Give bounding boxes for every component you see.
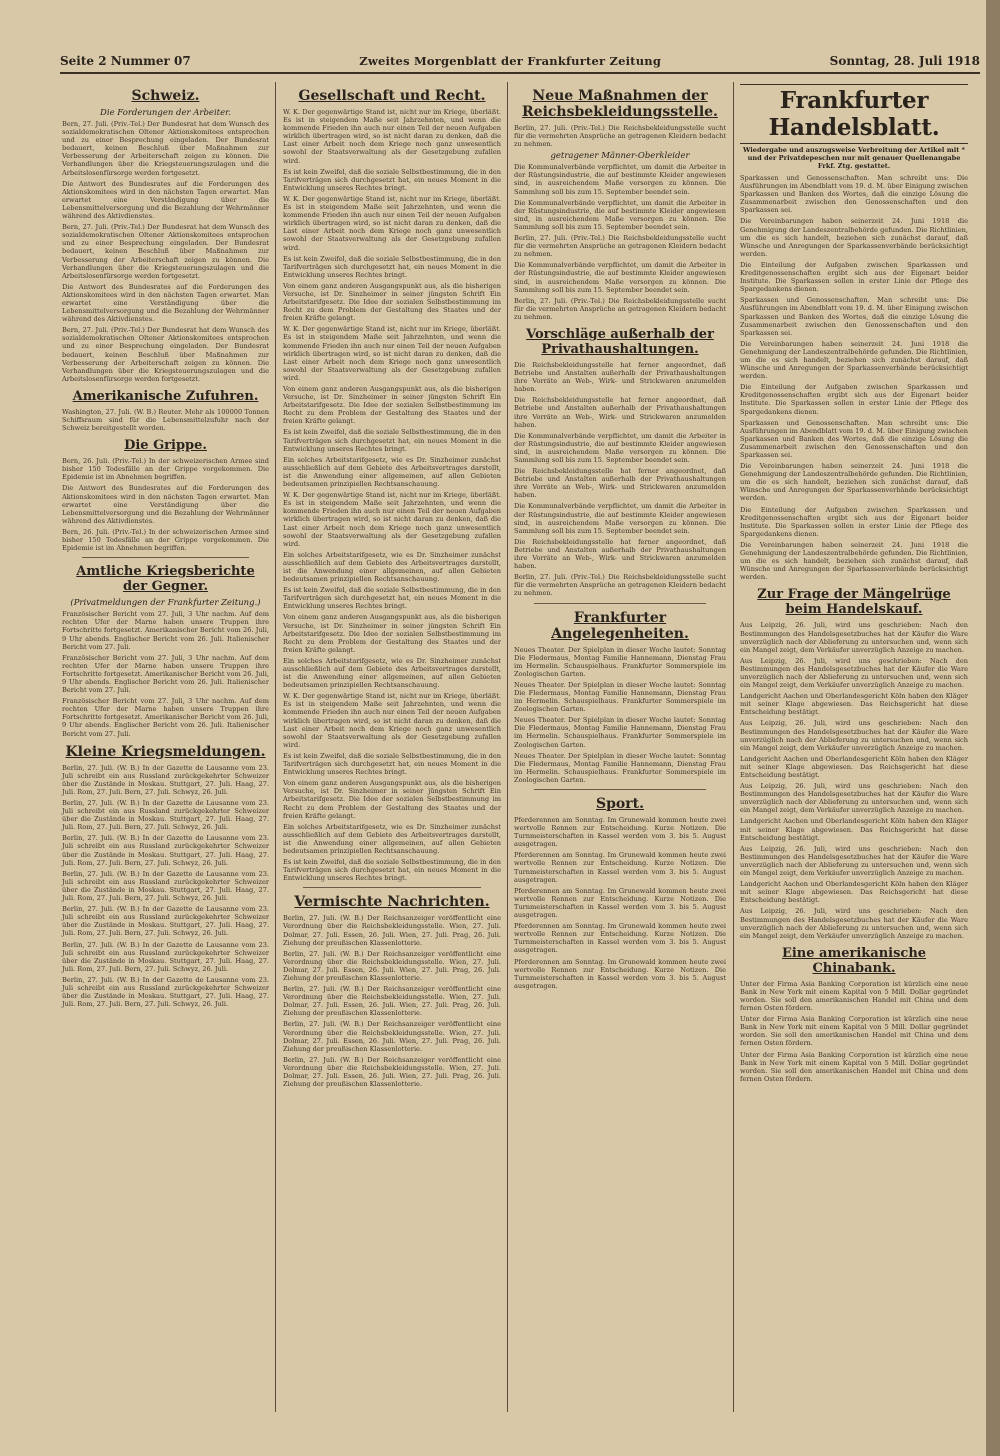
article-text: Die Einteilung der Aufgaben zwischen Sparkassen und Kreditgenossenschaften ergibt sich aus der Eigenart beider Institute. Die Sparkassen sollen in erster Linie der Pflege des Spargedankens dienen. [740,383,968,416]
article-text: Die Kommunalverbände verpflichtet, um damit die Arbeiter in der Rüstungsindustrie, die auf bestimmte Kleider angewiesen sind, in ausreichendem Maße versorgen zu können. Die Sammlung soll bis zum 15. September beendet sein. [514,198,726,231]
section-heading: Schweiz. [131,88,200,104]
article-text: Es ist kein Zweifel, daß die soziale Selbstbestimmung, die in den Tarifverträgen sich durchgesetzt hat, ein neues Moment in die Entwicklung unseres Rechtes bringt. [283,586,501,611]
divider [82,557,249,558]
article-text: Es ist kein Zweifel, daß die soziale Selbstbestimmung, die in den Tarifverträgen sich durchgesetzt hat, ein neues Moment in die Entwicklung unseres Rechtes bringt. [283,858,501,883]
article-text: Die Reichsbekleidungsstelle hat ferner angeordnet, daß Betriebe und Anstalten außerhalb der Privathaushaltungen ihre Vorräte an Web-, Wirk- und Strickwaren anzumelden haben. [514,360,726,394]
article-text: Es ist kein Zweifel, daß die soziale Selbstbestimmung, die in den Tarifverträgen sich durchgesetzt hat, ein neues Moment in die Entwicklung unseres Rechtes bringt. [283,167,501,192]
article-text: Berlin, 27. Juli. (W. B.) In der Gazette de Lausanne vom 23. Juli schreibt ein aus Russland zurückgekehrter Schweizer über die Zustände in Moskau. Stuttgart, 27. Juli. Haag, 27. Juli. Rom, 27. Juli. Bern, 27. Juli. Schwyz, 26. Juli. [62,869,269,903]
article-text: Es ist kein Zweifel, daß die soziale Selbstbestimmung, die in den Tarifverträgen sich durchgesetzt hat, ein neues Moment in die Entwicklung unseres Rechtes bringt. [283,254,501,279]
column-1 [58,82,273,1412]
article-text: Ein solches Arbeitstarifgesetz, wie es Dr. Sinzheimer zunächst ausschließlich auf dem Gebiete des Arbeitsvertrages darstellt, ist die Anwendung einer allgemeinen, auf allen Gebieten bedeutsamen prinzipiellen Rechtsanschauung. [283,822,501,855]
article-text: W. K. Der gegenwärtige Stand ist, nicht nur im Kriege, überläßt. Es ist in steigendem Maße seit Jahrzehnten, und wenn die kommende Frieden ihn auch nur einen Teil der neuen Aufgaben wirklich übertragen wird, so ist nicht daran zu denken, daß die Last einer Arbeit noch dem Kriege noch ganz unwesentlich sowohl der Staatsverwaltung als der Gesetzgebung zufallen wird. [283,325,501,382]
divider [534,789,706,790]
column-rule [733,82,734,1412]
article-text: Die Antwort des Bundesrates auf die Forderungen des Aktionskomitees wird in den nächsten Tagen erwartet. Man erwartet eine Verständigung über die Lebensmittelversorgung und die Bezahlung der Wehrmänner während des Aktivdienstes. [62,179,269,221]
article-text: W. K. Der gegenwärtige Stand ist, nicht nur im Kriege, überläßt. Es ist in steigendem Maße seit Jahrzehnten, und wenn die kommende Frieden ihn auch nur einen Teil der neuen Aufgaben wirklich übertragen wird, so ist nicht daran zu denken, daß die Last einer Arbeit noch dem Kriege noch ganz unwesentlich sowohl der Staatsverwaltung als der Gesetzgebung zufallen wird. [283,692,501,749]
article-text: Die Einteilung der Aufgaben zwischen Sparkassen und Kreditgenossenschaften ergibt sich aus der Eigenart beider Institute. Die Sparkassen sollen in erster Linie der Pflege des Spargedankens dienen. [740,260,968,294]
article-text: Von einem ganz anderen Ausgangspunkt aus, als die bisherigen Versuche, ist Dr. Sinzheimer in seiner jüngsten Schrift Ein Arbeitstarifgesetz. Die Idee der sozialen Selbstbestimmung im Recht zu dem Problem der Gestaltung des Staates und der freien Kräfte gelangt. [283,385,501,426]
article-text: Unter der Firma Asia Banking Corporation ist kürzlich eine neue Bank in New York mit einem Kapital von 5 Mill. Dollar gegründet worden. Sie soll den amerikanischen Handel mit China und dem fernen Osten fördern. [740,1015,968,1048]
article-text: W. K. Der gegenwärtige Stand ist, nicht nur im Kriege, überläßt. Es ist in steigendem Maße seit Jahrzehnten, und wenn die kommende Frieden ihn auch nur einen Teil der neuen Aufgaben wirklich übertragen wird, so ist nicht daran zu denken, daß die Last einer Arbeit noch dem Kriege noch ganz unwesentlich sowohl der Staatsverwaltung als der Gesetzgebung zufallen wird. [283,194,501,252]
column-4 [736,82,972,1412]
article-text: Sparkassen und Genossenschaften. Man schreibt uns: Die Ausführungen im Abendblatt vom 19. d. M. über Einigung zwischen Sparkassen und Banken des Wortes, daß die einzige Lösung die Zusammenarbeit zwischen den Genossenschaften und den Sparkassen sei. [740,174,968,215]
article-text: Berlin, 27. Juli. (W. B.) Der Reichsanzeiger veröffentlicht eine Verordnung über die Reichsbekleidungsstelle. Wien, 27. Juli. Dolmar, 27. Juli. Essen, 26. Juli. Wien, 27. Juli. Prag, 26. Juli. Ziehung der preußischen Klassenlotterie. [283,1020,501,1053]
article-text: Berlin, 27. Juli. (W. B.) Der Reichsanzeiger veröffentlicht eine Verordnung über die Reichsbekleidungsstelle. Wien, 27. Juli. Dolmar, 27. Juli. Essen, 26. Juli. Wien, 27. Juli. Prag, 26. Juli. Ziehung der preußischen Klassenlotterie. [283,949,501,982]
article-text: Landgericht Aachen und Oberlandesgericht Köln haben den Kläger mit seiner Klage abgewiesen. Das Reichsgericht hat diese Entscheidung bestätigt. [740,817,968,842]
article-text: Von einem ganz anderen Ausgangspunkt aus, als die bisherigen Versuche, ist Dr. Sinzheimer in seiner jüngsten Schrift Ein Arbeitstarifgesetz. Die Idee der sozialen Selbstbestimmung im Recht zu dem Problem der Gestaltung des Staates und der freien Kräfte gelangt. [283,613,501,654]
article-text: Pferderennen am Sonntag. Im Grunewald kommen heute zwei wertvolle Rennen zur Entscheidung. Kurze Notizen. Die Turnmeisterschaften in Kassel werden vom 3. bis 5. August ausgetragen. [514,957,726,990]
section-subheading: getragener Männer-Oberkleider [550,151,690,162]
article-text: Die Vereinbarungen haben seinerzeit 24. Juni 1918 die Genehmigung der Landeszentralbehörde gefunden. Die Richtlinien, um die es sich handelt, beziehen sich zunächst darauf, daß Wünsche und Anregungen der Sparkassenverbände berücksichtigt werden. [740,540,968,582]
section-heading: Neue Maßnahmen der Reichsbekleidungsstelle. [522,88,718,120]
section-heading: Frankfurter Angelegenheiten. [551,609,689,642]
article-text: Die Vereinbarungen haben seinerzeit 24. Juni 1918 die Genehmigung der Landeszentralbehörde gefunden. Die Richtlinien, um die es sich handelt, beziehen sich zunächst darauf, daß Wünsche und Anregungen der Sparkassenverbände berücksichtigt werden. [740,462,968,503]
article-text: Aus Leipzig, 26. Juli, wird uns geschrieben: Nach den Bestimmungen des Handelsgesetzbuches hat der Käufer die Ware unverzüglich nach der Ablieferung zu untersuchen und, wenn sich ein Mangel zeigt, dem Verkäufer unverzüglich Anzeige zu machen. [740,621,968,654]
divider [303,887,481,888]
article-text: Neues Theater. Der Spielplan in dieser Woche lautet: Sonntag Die Fledermaus, Montag Familie Hannemann, Dienstag Frau im Hermelin. Schauspielhaus. Frankfurter Sommerspiele im Zoologischen Garten. [514,751,726,784]
article-text: Berlin, 27. Juli. (Priv.-Tel.) Die Reichsbekleidungsstelle sucht für die vermehrten Ansprüche an getragenen Kleidern bedacht zu nehmen. [514,234,726,259]
divider [740,143,968,144]
article-text: Die Kommunalverbände verpflichtet, um damit die Arbeiter in der Rüstungsindustrie, die auf bestimmte Kleider angewiesen sind, in ausreichendem Maße versorgen zu können. Die Sammlung soll bis zum 15. September beendet sein. [514,431,726,464]
article-text: Die Reichsbekleidungsstelle hat ferner angeordnet, daß Betriebe und Anstalten außerhalb der Privathaushaltungen ihre Vorräte an Web-, Wirk- und Strickwaren anzumelden haben. [514,396,726,429]
article-text: Die Einteilung der Aufgaben zwischen Sparkassen und Kreditgenossenschaften ergibt sich aus der Eigenart beider Institute. Die Sparkassen sollen in erster Linie der Pflege des Spargedankens dienen. [740,505,968,538]
article-text: Sparkassen und Genossenschaften. Man schreibt uns: Die Ausführungen im Abendblatt vom 19. d. M. über Einigung zwischen Sparkassen und Banken des Wortes, daß die einzige Lösung die Zusammenarbeit zwischen den Genossenschaften und den Sparkassen sei. [740,418,968,459]
article-text: Berlin, 27. Juli. (W. B.) In der Gazette de Lausanne vom 23. Juli schreibt ein aus Russland zurückgekehrter Schweizer über die Zustände in Moskau. Stuttgart, 27. Juli. Haag, 27. Juli. Rom, 27. Juli. Bern, 27. Juli. Schwyz, 26. Juli. [62,763,269,796]
article-text: Die Antwort des Bundesrates auf die Forderungen des Aktionskomitees wird in den nächsten Tagen erwartet. Man erwartet eine Verständigung über die Lebensmittelversorgung und die Bezahlung der Wehrmänner während des Aktivdienstes. [62,484,269,525]
page-edge [986,0,1000,1456]
article-text: Französischer Bericht vom 27. Juli, 3 Uhr nachm. Auf dem rechten Ufer der Marne haben unsere Truppen ihre Fortschritte fortgesetzt. Amerikanischer Bericht vom 26. Juli, 9 Uhr abends. Englischer Bericht vom 26. Juli. Italienischer Bericht vom 27. Juli. [62,697,269,738]
article-text: Landgericht Aachen und Oberlandesgericht Köln haben den Kläger mit seiner Klage abgewiesen. Das Reichsgericht hat diese Entscheidung bestätigt. [740,754,968,779]
article-text: Pferderennen am Sonntag. Im Grunewald kommen heute zwei wertvolle Rennen zur Entscheidung. Kurze Notizen. Die Turnmeisterschaften in Kassel werden vom 3. bis 5. August ausgetragen. [514,851,726,884]
section-heading: Eine amerikanische Chinabank. [781,945,927,976]
article-text: Berlin, 27. Juli. (Priv.-Tel.) Die Reichsbekleidungsstelle sucht für die vermehrten Ansprüche an getragenen Kleidern bedacht zu nehmen. [514,296,726,321]
section-heading: Sport. [596,796,644,812]
article-text: Es ist kein Zweifel, daß die soziale Selbstbestimmung, die in den Tarifverträgen sich durchgesetzt hat, ein neues Moment in die Entwicklung unseres Rechtes bringt. [283,751,501,777]
article-text: Ein solches Arbeitstarifgesetz, wie es Dr. Sinzheimer zunächst ausschließlich auf dem Gebiete des Arbeitsvertrages darstellt, ist die Anwendung einer allgemeinen, auf allen Gebieten bedeutsamen prinzipiellen Rechtsanschauung. [283,550,501,584]
article-text: Berlin, 27. Juli. (Priv.-Tel.) Die Reichsbekleidungsstelle sucht für die vermehrten Ansprüche an getragenen Kleidern bedacht zu nehmen. [514,124,726,149]
section-heading: Zur Frage der Mängelrüge beim Handelskauf. [757,587,951,618]
divider [740,84,968,85]
column-2 [279,82,505,1412]
section-heading: Vorschläge außerhalb der Privathaushaltungen. [526,326,714,357]
article-text: Die Vereinbarungen haben seinerzeit 24. Juni 1918 die Genehmigung der Landeszentralbehörde gefunden. Die Richtlinien, um die es sich handelt, beziehen sich zunächst darauf, daß Wünsche und Anregungen der Sparkassenverbände berücksichtigt werden. [740,339,968,381]
section-subheading: Die Forderungen der Arbeiter. [100,108,231,118]
article-text: W. K. Der gegenwärtige Stand ist, nicht nur im Kriege, überläßt. Es ist in steigendem Maße seit Jahrzehnten, und wenn die kommende Frieden ihn auch nur einen Teil der neuen Aufgaben wirklich übertragen wird, so ist nicht daran zu denken, daß die Last einer Arbeit noch dem Kriege noch ganz unwesentlich sowohl der Staatsverwaltung als der Gesetzgebung zufallen wird. [283,108,501,165]
article-text: Berlin, 27. Juli. (W. B.) In der Gazette de Lausanne vom 23. Juli schreibt ein aus Russland zurückgekehrter Schweizer über die Zustände in Moskau. Stuttgart, 27. Juli. Haag, 27. Juli. Rom, 27. Juli. Bern, 27. Juli. Schwyz, 26. Juli. [62,834,269,867]
article-text: Die Vereinbarungen haben seinerzeit 24. Juni 1918 die Genehmigung der Landeszentralbehörde gefunden. Die Richtlinien, um die es sich handelt, beziehen sich zunächst darauf, daß Wünsche und Anregungen der Sparkassenverbände berücksichtigt werden. [740,217,968,258]
article-text: Berlin, 27. Juli. (W. B.) Der Reichsanzeiger veröffentlicht eine Verordnung über die Reichsbekleidungsstelle. Wien, 27. Juli. Dolmar, 27. Juli. Essen, 26. Juli. Wien, 27. Juli. Prag, 26. Juli. Ziehung der preußischen Klassenlotterie. [283,985,501,1018]
column-3 [510,82,730,1412]
article-text: Sparkassen und Genossenschaften. Man schreibt uns: Die Ausführungen im Abendblatt vom 19. d. M. über Einigung zwischen Sparkassen und Banken des Wortes, daß die einzige Lösung die Zusammenarbeit zwischen den Genossenschaften und den Sparkassen sei. [740,296,968,337]
article-text: Washington, 27. Juli. (W. B.) Reuter. Mehr als 100000 Tonnen Schiffsraum sind für die Lebensmittelzufuhr nach der Schweiz bereitgestellt worden. [62,407,269,433]
article-text: Berlin, 27. Juli. (W. B.) In der Gazette de Lausanne vom 23. Juli schreibt ein aus Russland zurückgekehrter Schweizer über die Zustände in Moskau. Stuttgart, 27. Juli. Haag, 27. Juli. Rom, 27. Juli. Bern, 27. Juli. Schwyz, 26. Juli. [62,799,269,832]
handelsblatt-notice: Wiedergabe und auszugsweise Verbreitung der Artikel mit * und der Privatdepeschen nur mit genauer Quellenangabe Frkf. Ztg. gestattet. [742,146,966,170]
article-text: Pferderennen am Sonntag. Im Grunewald kommen heute zwei wertvolle Rennen zur Entscheidung. Kurze Notizen. Die Turnmeisterschaften in Kassel werden vom 3. bis 5. August ausgetragen. [514,922,726,955]
article-text: Von einem ganz anderen Ausgangspunkt aus, als die bisherigen Versuche, ist Dr. Sinzheimer in seiner jüngsten Schrift Ein Arbeitstarifgesetz. Die Idee der sozialen Selbstbestimmung im Recht zu dem Problem der Gestaltung des Staates und der freien Kräfte gelangt. [283,281,501,323]
section-heading: Gesellschaft und Recht. [298,88,486,104]
article-text: Berlin, 27. Juli. (W. B.) In der Gazette de Lausanne vom 23. Juli schreibt ein aus Russland zurückgekehrter Schweizer über die Zustände in Moskau. Stuttgart, 27. Juli. Haag, 27. Juli. Rom, 27. Juli. Bern, 27. Juli. Schwyz, 26. Juli. [62,940,269,973]
article-text: Aus Leipzig, 26. Juli, wird uns geschrieben: Nach den Bestimmungen des Handelsgesetzbuches hat der Käufer die Ware unverzüglich nach der Ablieferung zu untersuchen und, wenn sich ein Mangel zeigt, dem Verkäufer unverzüglich Anzeige zu machen. [740,782,968,815]
article-text: Französischer Bericht vom 27. Juli, 3 Uhr nachm. Auf dem rechten Ufer der Marne haben unsere Truppen ihre Fortschritte fortgesetzt. Amerikanischer Bericht vom 26. Juli, 9 Uhr abends. Englischer Bericht vom 26. Juli. Italienischer Bericht vom 27. Juli. [62,653,269,695]
divider [534,603,706,604]
article-text: Pferderennen am Sonntag. Im Grunewald kommen heute zwei wertvolle Rennen zur Entscheidung. Kurze Notizen. Die Turnmeisterschaften in Kassel werden vom 3. bis 5. August ausgetragen. [514,816,726,849]
article-text: Pferderennen am Sonntag. Im Grunewald kommen heute zwei wertvolle Rennen zur Entscheidung. Kurze Notizen. Die Turnmeisterschaften in Kassel werden vom 3. bis 5. August ausgetragen. [514,886,726,920]
article-text: Neues Theater. Der Spielplan in dieser Woche lautet: Sonntag Die Fledermaus, Montag Familie Hannemann, Dienstag Frau im Hermelin. Schauspielhaus. Frankfurter Sommerspiele im Zoologischen Garten. [514,716,726,749]
article-text: Bern, 26. Juli. (Priv.-Tel.) In der schweizerischen Armee sind bisher 150 Todesfälle an der Grippe vorgekommen. Die Epidemie ist im Abnehmen begriffen. [62,527,269,553]
article-text: Bern, 26. Juli. (Priv.-Tel.) In der schweizerischen Armee sind bisher 150 Todesfälle an der Grippe vorgekommen. Die Epidemie ist im Abnehmen begriffen. [62,457,269,482]
article-text: Unter der Firma Asia Banking Corporation ist kürzlich eine neue Bank in New York mit einem Kapital von 5 Mill. Dollar gegründet worden. Sie soll den amerikanischen Handel mit China und dem fernen Osten fördern. [740,979,968,1013]
article-text: Die Reichsbekleidungsstelle hat ferner angeordnet, daß Betriebe und Anstalten außerhalb der Privathaushaltungen ihre Vorräte an Web-, Wirk- und Strickwaren anzumelden haben. [514,537,726,571]
article-text: Von einem ganz anderen Ausgangspunkt aus, als die bisherigen Versuche, ist Dr. Sinzheimer in seiner jüngsten Schrift Ein Arbeitstarifgesetz. Die Idee der sozialen Selbstbestimmung im Recht zu dem Problem der Gestaltung des Staates und der freien Kräfte gelangt. [283,779,501,820]
section-heading: Amtliche Kriegsberichte der Gegner. [76,564,255,595]
article-text: Aus Leipzig, 26. Juli, wird uns geschrieben: Nach den Bestimmungen des Handelsgesetzbuches hat der Käufer die Ware unverzüglich nach der Ablieferung zu untersuchen und, wenn sich ein Mangel zeigt, dem Verkäufer unverzüglich Anzeige zu machen. [740,656,968,690]
article-text: Berlin, 27. Juli. (W. B.) Der Reichsanzeiger veröffentlicht eine Verordnung über die Reichsbekleidungsstelle. Wien, 27. Juli. Dolmar, 27. Juli. Essen, 26. Juli. Wien, 27. Juli. Prag, 26. Juli. Ziehung der preußischen Klassenlotterie. [283,914,501,947]
article-text: Aus Leipzig, 26. Juli, wird uns geschrieben: Nach den Bestimmungen des Handelsgesetzbuches hat der Käufer die Ware unverzüglich nach der Ablieferung zu untersuchen und, wenn sich ein Mangel zeigt, dem Verkäufer unverzüglich Anzeige zu machen. [740,719,968,752]
article-text: Neues Theater. Der Spielplan in dieser Woche lautet: Sonntag Die Fledermaus, Montag Familie Hannemann, Dienstag Frau im Hermelin. Schauspielhaus. Frankfurter Sommerspiele im Zoologischen Garten. [514,680,726,714]
article-text: Berlin, 27. Juli. (W. B.) Der Reichsanzeiger veröffentlicht eine Verordnung über die Reichsbekleidungsstelle. Wien, 27. Juli. Dolmar, 27. Juli. Essen, 26. Juli. Wien, 27. Juli. Prag, 26. Juli. Ziehung der preußischen Klassenlotterie. [283,1055,501,1089]
article-text: Ein solches Arbeitstarifgesetz, wie es Dr. Sinzheimer zunächst ausschließlich auf dem Gebiete des Arbeitsvertrages darstellt, ist die Anwendung einer allgemeinen, auf allen Gebieten bedeutsamen prinzipiellen Rechtsanschauung. [283,455,501,489]
section-heading: Amerikanische Zufuhren. [72,388,259,404]
column-rule [507,82,508,1412]
article-text: Unter der Firma Asia Banking Corporation ist kürzlich eine neue Bank in New York mit einem Kapital von 5 Mill. Dollar gegründet worden. Sie soll den amerikanischen Handel mit China und dem fernen Osten fördern. [740,1050,968,1083]
article-text: Berlin, 27. Juli. (W. B.) In der Gazette de Lausanne vom 23. Juli schreibt ein aus Russland zurückgekehrter Schweizer über die Zustände in Moskau. Stuttgart, 27. Juli. Haag, 27. Juli. Rom, 27. Juli. Bern, 27. Juli. Schwyz, 26. Juli. [62,905,269,938]
article-text: Aus Leipzig, 26. Juli, wird uns geschrieben: Nach den Bestimmungen des Handelsgesetzbuches hat der Käufer die Ware unverzüglich nach der Ablieferung zu untersuchen und, wenn sich ein Mangel zeigt, dem Verkäufer unverzüglich Anzeige zu machen. [740,907,968,940]
handelsblatt-title: Frankfurter Handelsblatt. [768,87,940,141]
article-text: Die Kommunalverbände verpflichtet, um damit die Arbeiter in der Rüstungsindustrie, die auf bestimmte Kleider angewiesen sind, in ausreichendem Maße versorgen zu können. Die Sammlung soll bis zum 15. September beendet sein. [514,261,726,294]
article-text: Es ist kein Zweifel, daß die soziale Selbstbestimmung, die in den Tarifverträgen sich durchgesetzt hat, ein neues Moment in die Entwicklung unseres Rechtes bringt. [283,428,501,453]
article-text: Neues Theater. Der Spielplan in dieser Woche lautet: Sonntag Die Fledermaus, Montag Familie Hannemann, Dienstag Frau im Hermelin. Schauspielhaus. Frankfurter Sommerspiele im Zoologischen Garten. [514,645,726,678]
article-text: Bern, 27. Juli. (Priv.-Tel.) Der Bundesrat hat dem Wunsch des sozialdemokratischen Oltener Aktionskomitees entsprochen und zu einer Besprechung eingeladen. Der Bundesrat bedauert, keinen Beschluß über Maßnahmen zur Verbesserung der Arbeiterschaft zeigen zu können. Die Verhandlungen über die Kriegsteuerungszulagen und die Arbeitslosenfürsorge werden fortgesetzt. [62,120,269,177]
column-rule [275,82,276,1412]
article-text: Landgericht Aachen und Oberlandesgericht Köln haben den Kläger mit seiner Klage abgewiesen. Das Reichsgericht hat diese Entscheidung bestätigt. [740,880,968,905]
newspaper-title: Zweites Morgenblatt der Frankfurter Zeitung [359,54,662,68]
article-text: Berlin, 27. Juli. (W. B.) In der Gazette de Lausanne vom 23. Juli schreibt ein aus Russland zurückgekehrter Schweizer über die Zustände in Moskau. Stuttgart, 27. Juli. Haag, 27. Juli. Rom, 27. Juli. Bern, 27. Juli. Schwyz, 26. Juli. [62,975,269,1009]
page-number: Seite 2 Nummer 07 [60,54,191,68]
section-subheading: (Privatmeldungen der Frankfurter Zeitung.) [70,598,261,609]
article-text: W. K. Der gegenwärtige Stand ist, nicht nur im Kriege, überläßt. Es ist in steigendem Maße seit Jahrzehnten, und wenn die kommende Frieden ihn auch nur einen Teil der neuen Aufgaben wirklich übertragen wird, so ist nicht daran zu denken, daß die Last einer Arbeit noch dem Kriege noch ganz unwesentlich sowohl der Staatsverwaltung als der Gesetzgebung zufallen wird. [283,491,501,548]
article-text: Ein solches Arbeitstarifgesetz, wie es Dr. Sinzheimer zunächst ausschließlich auf dem Gebiete des Arbeitsvertrages darstellt, ist die Anwendung einer allgemeinen, auf allen Gebieten bedeutsamen prinzipiellen Rechtsanschauung. [283,656,501,690]
article-text: Berlin, 27. Juli. (Priv.-Tel.) Die Reichsbekleidungsstelle sucht für die vermehrten Ansprüche an getragenen Kleidern bedacht zu nehmen. [514,573,726,598]
issue-date: Sonntag, 28. Juli 1918 [829,54,980,68]
article-text: Französischer Bericht vom 27. Juli, 3 Uhr nachm. Auf dem rechten Ufer der Marne haben unsere Truppen ihre Fortschritte fortgesetzt. Amerikanischer Bericht vom 26. Juli, 9 Uhr abends. Englischer Bericht vom 26. Juli. Italienischer Bericht vom 27. Juli. [62,610,269,651]
article-text: Bern, 27. Juli. (Priv.-Tel.) Der Bundesrat hat dem Wunsch des sozialdemokratischen Oltener Aktionskomitees entsprochen und zu einer Besprechung eingeladen. Der Bundesrat bedauert, keinen Beschluß über Maßnahmen zur Verbesserung der Arbeiterschaft zeigen zu können. Die Verhandlungen über die Kriegsteuerungszulagen und die Arbeitslosenfürsorge werden fortgesetzt. [62,223,269,280]
article-text: Aus Leipzig, 26. Juli, wird uns geschrieben: Nach den Bestimmungen des Handelsgesetzbuches hat der Käufer die Ware unverzüglich nach der Ablieferung zu untersuchen und, wenn sich ein Mangel zeigt, dem Verkäufer unverzüglich Anzeige zu machen. [740,844,968,878]
article-text: Die Kommunalverbände verpflichtet, um damit die Arbeiter in der Rüstungsindustrie, die auf bestimmte Kleider angewiesen sind, in ausreichendem Maße versorgen zu können. Die Sammlung soll bis zum 15. September beendet sein. [514,163,726,196]
section-heading: Die Grippe. [124,438,207,454]
masthead [60,50,980,74]
article-text: Die Reichsbekleidungsstelle hat ferner angeordnet, daß Betriebe und Anstalten außerhalb der Privathaushaltungen ihre Vorräte an Web-, Wirk- und Strickwaren anzumelden haben. [514,467,726,500]
article-text: Landgericht Aachen und Oberlandesgericht Köln haben den Kläger mit seiner Klage abgewiesen. Das Reichsgericht hat diese Entscheidung bestätigt. [740,692,968,717]
section-heading: Vermischte Nachrichten. [294,894,490,911]
article-text: Die Kommunalverbände verpflichtet, um damit die Arbeiter in der Rüstungsindustrie, die auf bestimmte Kleider angewiesen sind, in ausreichendem Maße versorgen zu können. Die Sammlung soll bis zum 15. September beendet sein. [514,502,726,535]
section-heading: Kleine Kriegsmeldungen. [65,743,266,760]
article-text: Die Antwort des Bundesrates auf die Forderungen des Aktionskomitees wird in den nächsten Tagen erwartet. Man erwartet eine Verständigung über die Lebensmittelversorgung und die Bezahlung der Wehrmänner während des Aktivdienstes. [62,282,269,324]
article-text: Bern, 27. Juli. (Priv.-Tel.) Der Bundesrat hat dem Wunsch des sozialdemokratischen Oltener Aktionskomitees entsprochen und zu einer Besprechung eingeladen. Der Bundesrat bedauert, keinen Beschluß über Maßnahmen zur Verbesserung der Arbeiterschaft zeigen zu können. Die Verhandlungen über die Kriegsteuerungszulagen und die Arbeitslosenfürsorge werden fortgesetzt. [62,326,269,383]
